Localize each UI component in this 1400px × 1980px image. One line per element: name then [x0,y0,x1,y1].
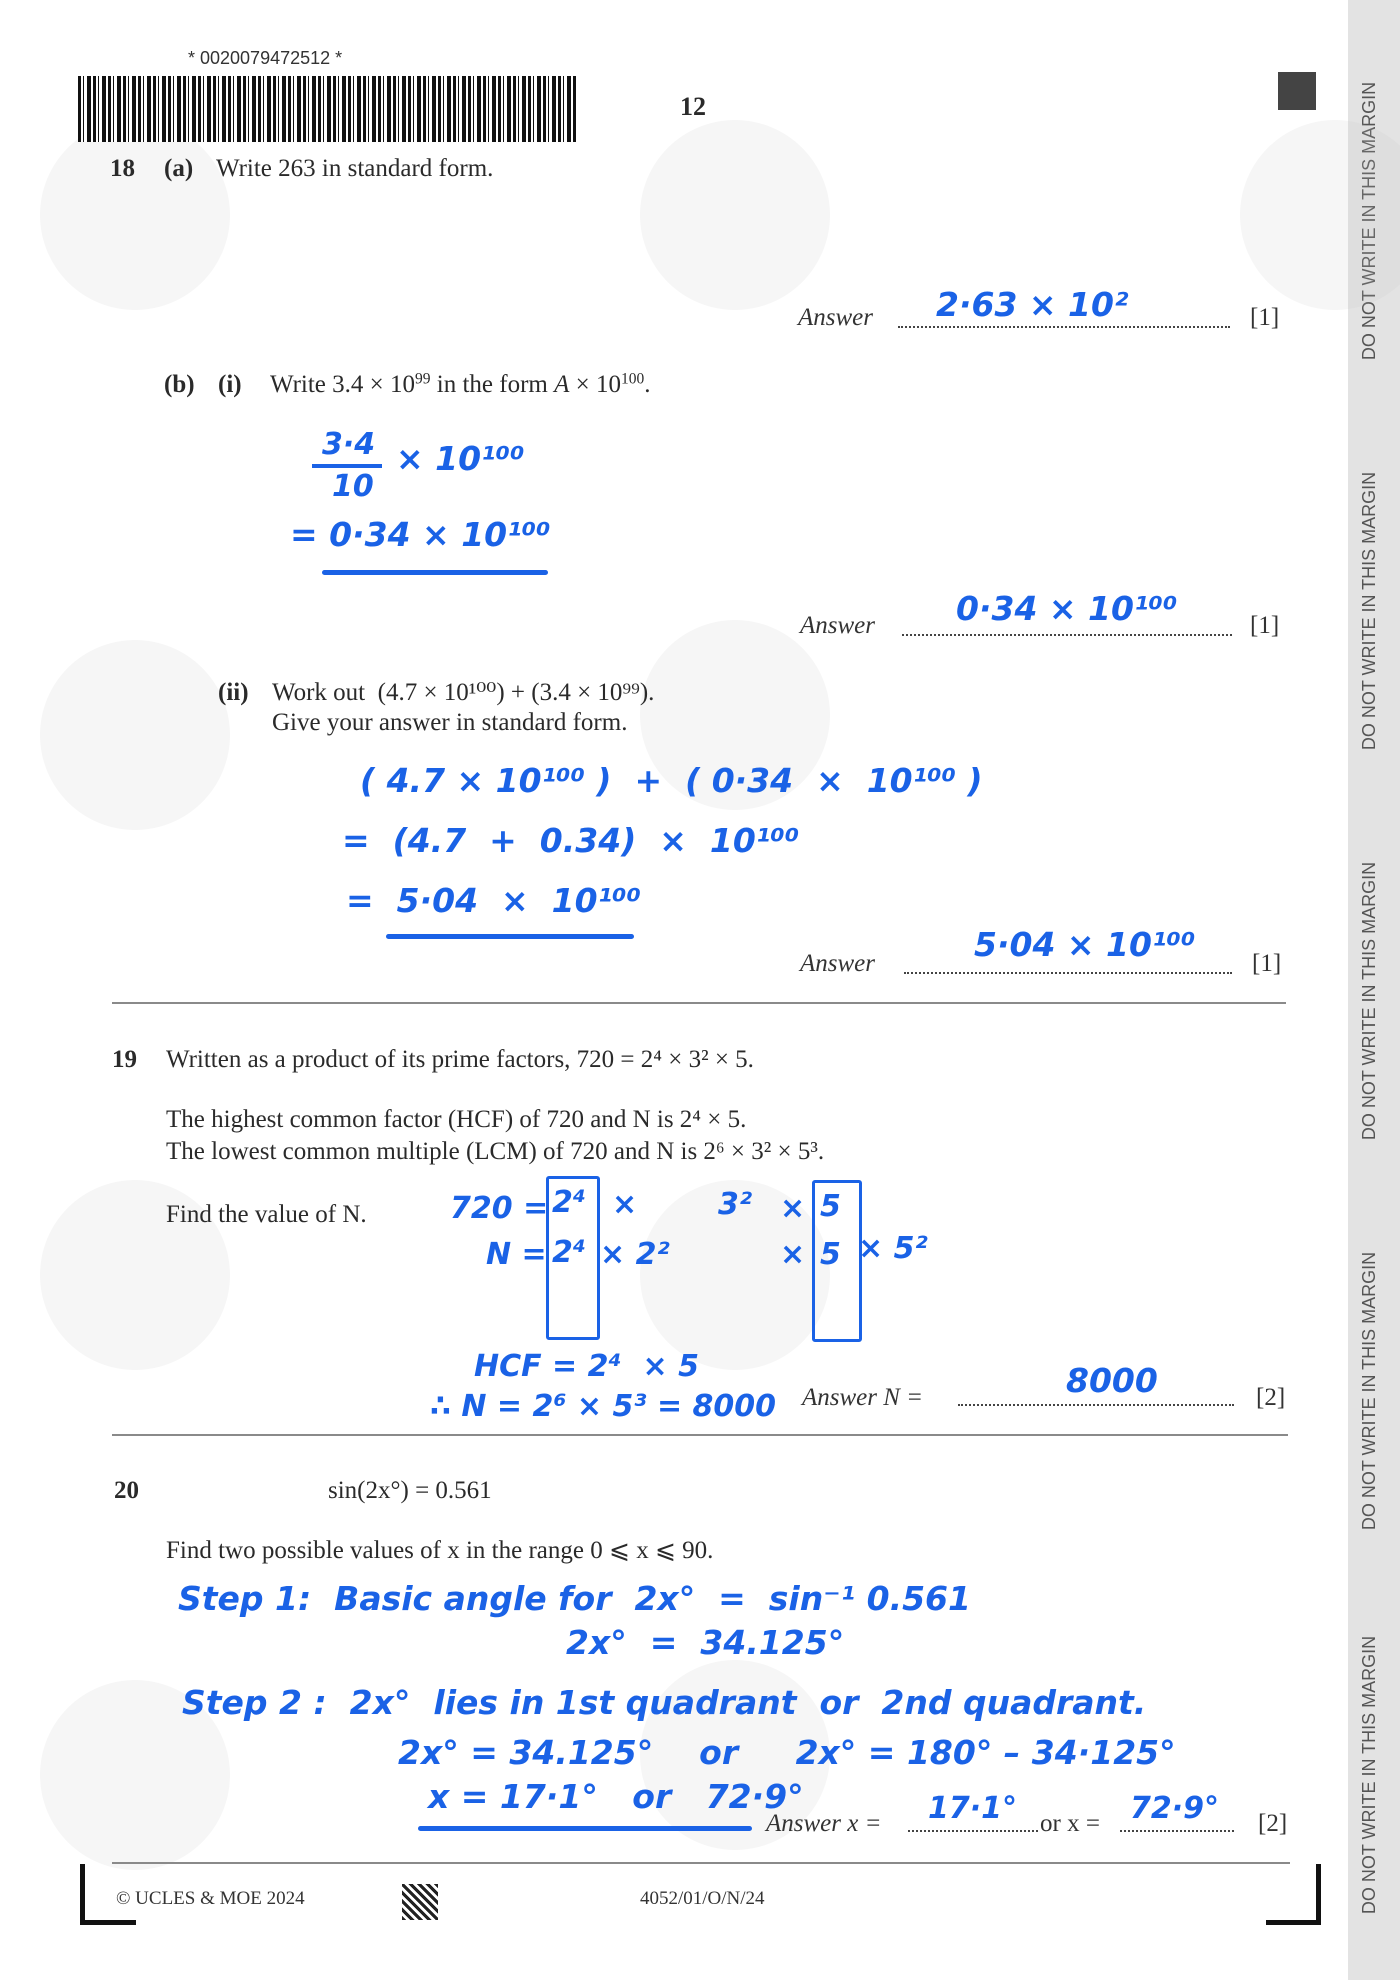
answer-label: Answer x = [766,1810,882,1837]
page-number: 12 [680,92,706,121]
handwritten-answer: 17·1° [928,1791,1018,1826]
margin-warning: DO NOT WRITE IN THIS MARGIN [1359,1251,1379,1531]
mark-allocation: [2] [1258,1810,1288,1837]
page-divider [112,1862,1290,1864]
handwritten-answer: 8000 [1066,1361,1158,1400]
handwritten-working: Step 2 : 2x° lies in 1st quadrant or 2nd quadrant. [182,1683,1147,1722]
handwritten-box [812,1180,862,1342]
part-label: (a) [164,155,194,182]
answer-label: Answer [800,612,875,639]
handwritten-working: N = [486,1237,547,1272]
corner-mark [80,1864,85,1924]
handwritten-answer: 72·9° [1130,1791,1220,1826]
handwritten-answer: 0·34 × 10¹⁰⁰ [956,589,1178,628]
question-text: Write $3.4 \times 10^{99}$ in the form $A \times 10^{100}$. [270,370,651,398]
handwritten-working: 2x° = 34.125° [566,1623,845,1662]
handwritten-working: Step 1: Basic angle for 2x° = sin⁻¹ 0.561 [178,1579,971,1618]
question-text: The lowest common multiple (LCM) of 720 and N is 2⁶ × 3² × 5³. [166,1138,825,1165]
handwritten-working: ( 4.7 × 10¹⁰⁰ ) + ( 0·34 × 10¹⁰⁰ ) [360,761,983,800]
margin-warning: DO NOT WRITE IN THIS MARGIN [1359,861,1379,1141]
question-divider [112,1002,1286,1004]
question-text: Work out (4.7 × 10¹⁰⁰) + (3.4 × 10⁹⁹). [272,679,655,706]
corner-mark [1316,1864,1321,1924]
question-prompt: Find two possible values of x in the range 0 ⩽ x ⩽ 90. [166,1537,714,1564]
handwritten-working: 3² [718,1187,753,1222]
question-text: The highest common factor (HCF) of 720 and N is 2⁴ × 5. [166,1106,747,1133]
answer-label: Answer [800,950,875,977]
answer-label: Answer N = [802,1384,924,1411]
handwritten-working: × [780,1191,806,1226]
barcode [78,76,576,142]
question-divider [112,1434,1288,1436]
handwritten-working: 5 [820,1189,841,1224]
handwritten-working: 2⁴ [552,1235,587,1270]
copyright: © UCLES & MOE 2024 [116,1888,305,1909]
handwritten-underline [386,934,634,939]
handwritten-answer: 5·04 × 10¹⁰⁰ [974,925,1196,964]
handwritten-answer: 2·63 × 10² [936,285,1129,324]
handwritten-working: ∴ N = 2⁶ × 5³ = 8000 [430,1389,777,1424]
handwritten-working: = (4.7 + 0.34) × 10¹⁰⁰ [342,821,800,860]
watermark-logo [40,640,230,830]
handwritten-fraction-denominator: 10 [332,469,374,504]
handwritten-working: 5 [820,1237,841,1272]
handwritten-working: × 5² [858,1231,928,1266]
answer-label: Answer [798,304,873,331]
registration-square [1278,72,1316,110]
handwritten-working: × 10¹⁰⁰ [396,439,525,478]
handwritten-fraction-numerator: 3·4 [322,427,376,462]
watermark-logo [40,120,230,310]
handwritten-working: 720 = [450,1191,549,1226]
answer-label: or x = [1040,1810,1100,1837]
part-label: (i) [218,371,242,398]
margin-warning: DO NOT WRITE IN THIS MARGIN [1359,1635,1379,1915]
corner-mark [1266,1920,1321,1925]
question-prompt: Find the value of N. [166,1201,367,1228]
question-number: 20 [114,1477,139,1504]
question-text: Give your answer in standard form. [272,709,628,736]
qr-code [402,1884,438,1920]
handwritten-working: = 0·34 × 10¹⁰⁰ [290,515,551,554]
handwritten-working: = 5·04 × 10¹⁰⁰ [346,881,641,920]
question-text: Write 263 in standard form. [216,155,494,182]
handwritten-underline [322,570,548,575]
handwritten-working: × 2² [600,1237,670,1272]
corner-mark [80,1920,136,1925]
handwritten-underline [418,1826,752,1831]
mark-allocation: [1] [1250,612,1280,639]
question-number: 18 [110,155,135,182]
question-equation: sin(2x°) = 0.561 [328,1477,492,1504]
margin-warning: DO NOT WRITE IN THIS MARGIN [1359,81,1379,361]
question-number: 19 [112,1046,137,1073]
handwritten-working: x = 17·1° or 72·9° [428,1777,804,1816]
handwritten-working: × [612,1187,638,1222]
part-label: (b) [164,371,195,398]
mark-allocation: [2] [1256,1384,1286,1411]
watermark-logo [1240,120,1400,310]
handwritten-box [546,1176,600,1340]
question-text: Written as a product of its prime factors, 720 = 2⁴ × 3² × 5. [166,1046,754,1073]
part-label: (ii) [218,679,249,706]
mark-allocation: [1] [1250,304,1280,331]
mark-allocation: [1] [1252,950,1282,977]
paper-code: 4052/01/O/N/24 [640,1888,765,1909]
barcode-number: * 0020079472512 * [188,48,343,68]
handwritten-working: 2⁴ [552,1185,587,1220]
handwritten-working: × [780,1237,806,1272]
watermark-logo [640,120,830,310]
handwritten-working: HCF = 2⁴ × 5 [474,1349,699,1384]
margin-warning: DO NOT WRITE IN THIS MARGIN [1359,471,1379,751]
handwritten-working: 2x° = 34.125° or 2x° = 180° – 34·125° [398,1733,1176,1772]
